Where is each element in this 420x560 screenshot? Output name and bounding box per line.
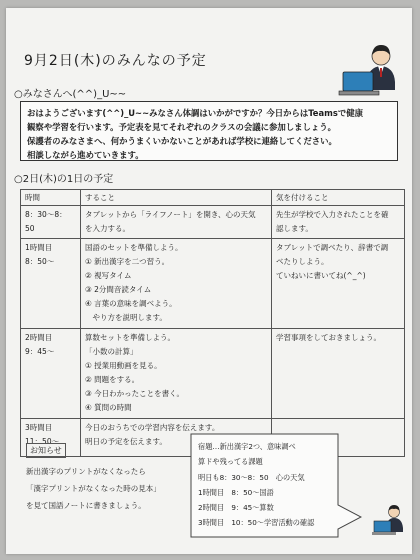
header-task: すること (81, 190, 272, 206)
row-time: 3時間目 11：50～ (21, 419, 81, 457)
row-note: タブレットで調べたり、辞書で調 べたりしよう。 ていねいに書いてね(^_^) (272, 239, 405, 329)
row-note: 先生が学校で入力されたことを確 認します。 (272, 206, 405, 239)
notice-label: お知らせ (26, 443, 66, 458)
row-task: 算数セットを準備しよう。 「小数の計算」 ① 授業用動画を見る。 ② 問題をする。 ③ 今日わかったことを書く。 ④ 質問の時間 (81, 329, 272, 419)
homework-text: 宿題…新出漢字2つ、意味調べ 算ドや残ってる課題 明日も8：30～8：50 心の天気 1時間目 8：50～国語 2時間目 9：45～算数 3時間目 10：50～学習活動の確認 (198, 442, 315, 528)
schedule-heading: ○2日(木)の1日の予定 (14, 174, 114, 185)
row-task: 国語のセットを準備しよう。 ① 新出漢字を二つ習う。 ② 視写タイム ③ 2分間音読タイム ④ 言葉の意味を調べよう。 やり方を説明します。 (81, 239, 272, 329)
page-title: 9月2日(木)のみんなの予定 (24, 53, 207, 69)
teacher-illustration (337, 42, 401, 98)
table-header-row (21, 190, 405, 206)
row-task: タブレットから「ライフノート」を開き、心の天気 を入力する。 (81, 206, 272, 239)
row-note: 学習事項をしておきましょう。 (272, 329, 405, 419)
greeting-box (20, 101, 398, 161)
header-note: 気を付けること (272, 190, 405, 206)
table-row (21, 206, 405, 239)
row-time: 1時間目 8：50～ (21, 239, 81, 329)
greeting-text: おはようございます(^^)_U~~みなさん体調はいかがですか？今日からはTeamsで健康 観察や学習を行います。予定表を見てそれぞれのクラスの会議に参加しましょう。 保護者のみなさまへ、何かうまくいかないことがあれば学校に連絡してください。 相談しながら進めていきます。 (27, 108, 363, 160)
notice-text: 新出漢字のプリントがなくなったら 「漢字プリントがなくなった時の見本」 を見て国語ノートに書きましょう。 (26, 467, 161, 510)
schedule-sheet (6, 8, 412, 554)
table-row (21, 239, 405, 329)
greeting-heading: ○みなさんへ(^^)_U~~ (14, 89, 127, 100)
homework-callout (190, 433, 362, 538)
row-time: 8：30～8：50 (21, 206, 81, 239)
schedule-table (20, 189, 405, 457)
row-time: 2時間目 9：45～ (21, 329, 81, 419)
table-row (21, 329, 405, 419)
teacher-small-illustration (372, 504, 408, 538)
row-task: 今日のおうちでの学習内容を伝えます。 明日の予定を伝えます。 (81, 419, 272, 457)
header-time: 時間 (21, 190, 81, 206)
